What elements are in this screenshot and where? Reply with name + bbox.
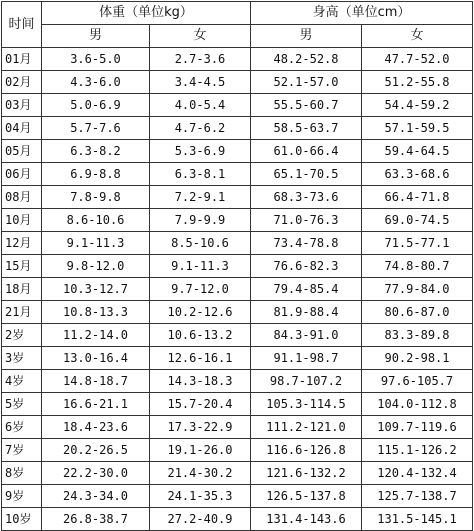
height-male-cell: 84.3-91.0 [251,324,362,347]
table-row [2,48,473,71]
height-male-cell: 68.3-73.6 [251,186,362,209]
weight-female-cell: 2.7-3.6 [150,48,251,71]
age-cell: 4岁 [2,370,42,393]
table-row [2,278,473,301]
age-cell: 05月 [2,140,42,163]
weight-female-cell: 14.3-18.3 [150,370,251,393]
height-female-cell: 80.6-87.0 [362,301,473,324]
weight-female-cell: 15.7-20.4 [150,393,251,416]
age-cell: 6岁 [2,416,42,439]
height-female-cell: 51.2-55.8 [362,71,473,94]
height-female-cell: 125.7-138.7 [362,485,473,508]
weight-male-cell: 5.0-6.9 [42,94,150,117]
weight-female-cell: 4.7-6.2 [150,117,251,140]
weight-male-cell: 16.6-21.1 [42,393,150,416]
age-cell: 2岁 [2,324,42,347]
weight-male-cell: 9.8-12.0 [42,255,150,278]
weight-female-cell: 21.4-30.2 [150,462,251,485]
weight-female-cell: 9.1-11.3 [150,255,251,278]
height-male-cell: 61.0-66.4 [251,140,362,163]
height-male-cell: 131.4-143.6 [251,508,362,531]
age-cell: 5岁 [2,393,42,416]
weight-female-cell: 10.2-12.6 [150,301,251,324]
weight-male-cell: 6.9-8.8 [42,163,150,186]
header-row-sex [2,25,473,48]
table-row [2,416,473,439]
weight-male-cell: 3.6-5.0 [42,48,150,71]
height-female-header: 女 [362,25,473,48]
weight-female-cell: 4.0-5.4 [150,94,251,117]
weight-male-cell: 8.6-10.6 [42,209,150,232]
height-female-cell: 74.8-80.7 [362,255,473,278]
age-cell: 15月 [2,255,42,278]
weight-group-header: 体重（单位kg） [42,2,251,25]
weight-male-cell: 11.2-14.0 [42,324,150,347]
weight-male-cell: 20.2-26.5 [42,439,150,462]
age-cell: 01月 [2,48,42,71]
height-male-cell: 55.5-60.7 [251,94,362,117]
height-female-cell: 71.5-77.1 [362,232,473,255]
table-row [2,301,473,324]
age-cell: 10月 [2,209,42,232]
table-row [2,140,473,163]
height-female-cell: 83.3-89.8 [362,324,473,347]
weight-male-cell: 22.2-30.0 [42,462,150,485]
age-cell: 9岁 [2,485,42,508]
weight-male-cell: 24.3-34.0 [42,485,150,508]
growth-standards-table [1,1,473,531]
height-female-cell: 77.9-84.0 [362,278,473,301]
age-cell: 7岁 [2,439,42,462]
weight-female-cell: 19.1-26.0 [150,439,251,462]
weight-female-cell: 8.5-10.6 [150,232,251,255]
age-cell: 3岁 [2,347,42,370]
height-male-cell: 81.9-88.4 [251,301,362,324]
table-row [2,462,473,485]
weight-male-cell: 7.8-9.8 [42,186,150,209]
weight-male-cell: 9.1-11.3 [42,232,150,255]
weight-female-cell: 3.4-4.5 [150,71,251,94]
height-female-cell: 69.0-74.5 [362,209,473,232]
weight-female-cell: 12.6-16.1 [150,347,251,370]
weight-male-cell: 13.0-16.4 [42,347,150,370]
table-row [2,324,473,347]
height-male-cell: 76.6-82.3 [251,255,362,278]
table-row [2,163,473,186]
weight-male-cell: 26.8-38.7 [42,508,150,531]
height-male-cell: 52.1-57.0 [251,71,362,94]
height-male-cell: 121.6-132.2 [251,462,362,485]
age-cell: 02月 [2,71,42,94]
height-female-cell: 63.3-68.6 [362,163,473,186]
age-cell: 10岁 [2,508,42,531]
height-female-cell: 120.4-132.4 [362,462,473,485]
table-row [2,71,473,94]
height-male-cell: 98.7-107.2 [251,370,362,393]
weight-male-cell: 5.7-7.6 [42,117,150,140]
table-row [2,370,473,393]
height-male-cell: 73.4-78.8 [251,232,362,255]
table-body [2,48,473,531]
weight-female-cell: 5.3-6.9 [150,140,251,163]
table-row [2,186,473,209]
height-male-cell: 79.4-85.4 [251,278,362,301]
age-cell: 06月 [2,163,42,186]
table-row [2,255,473,278]
table-row [2,439,473,462]
weight-male-cell: 14.8-18.7 [42,370,150,393]
age-column-header: 时间 [2,2,42,48]
height-female-cell: 59.4-64.5 [362,140,473,163]
table-row [2,94,473,117]
height-male-cell: 71.0-76.3 [251,209,362,232]
weight-male-cell: 10.3-12.7 [42,278,150,301]
height-female-cell: 97.6-105.7 [362,370,473,393]
height-male-cell: 48.2-52.8 [251,48,362,71]
age-cell: 18月 [2,278,42,301]
table-row [2,232,473,255]
height-female-cell: 54.4-59.2 [362,94,473,117]
height-female-cell: 109.7-119.6 [362,416,473,439]
weight-male-cell: 6.3-8.2 [42,140,150,163]
table-row [2,209,473,232]
weight-female-cell: 17.3-22.9 [150,416,251,439]
height-female-cell: 131.5-145.1 [362,508,473,531]
height-female-cell: 104.0-112.8 [362,393,473,416]
age-cell: 03月 [2,94,42,117]
table-row [2,485,473,508]
weight-female-cell: 9.7-12.0 [150,278,251,301]
age-cell: 21月 [2,301,42,324]
weight-male-cell: 18.4-23.6 [42,416,150,439]
age-cell: 04月 [2,117,42,140]
weight-male-cell: 4.3-6.0 [42,71,150,94]
weight-female-cell: 7.2-9.1 [150,186,251,209]
height-female-cell: 57.1-59.5 [362,117,473,140]
weight-female-cell: 27.2-40.9 [150,508,251,531]
height-female-cell: 90.2-98.1 [362,347,473,370]
height-male-cell: 65.1-70.5 [251,163,362,186]
weight-female-header: 女 [150,25,251,48]
age-cell: 08月 [2,186,42,209]
height-female-cell: 115.1-126.2 [362,439,473,462]
weight-female-cell: 6.3-8.1 [150,163,251,186]
weight-female-cell: 10.6-13.2 [150,324,251,347]
table-row [2,117,473,140]
weight-female-cell: 24.1-35.3 [150,485,251,508]
height-male-cell: 116.6-126.8 [251,439,362,462]
table-row [2,393,473,416]
header-row-groups [2,2,473,25]
weight-male-cell: 10.8-13.3 [42,301,150,324]
height-male-header: 男 [251,25,362,48]
height-female-cell: 66.4-71.8 [362,186,473,209]
table-row [2,347,473,370]
height-male-cell: 111.2-121.0 [251,416,362,439]
height-male-cell: 91.1-98.7 [251,347,362,370]
height-group-header: 身高（单位cm） [251,2,473,25]
age-cell: 12月 [2,232,42,255]
weight-female-cell: 7.9-9.9 [150,209,251,232]
table-row [2,508,473,531]
height-male-cell: 126.5-137.8 [251,485,362,508]
height-male-cell: 58.5-63.7 [251,117,362,140]
height-male-cell: 105.3-114.5 [251,393,362,416]
age-cell: 8岁 [2,462,42,485]
height-female-cell: 47.7-52.0 [362,48,473,71]
weight-male-header: 男 [42,25,150,48]
